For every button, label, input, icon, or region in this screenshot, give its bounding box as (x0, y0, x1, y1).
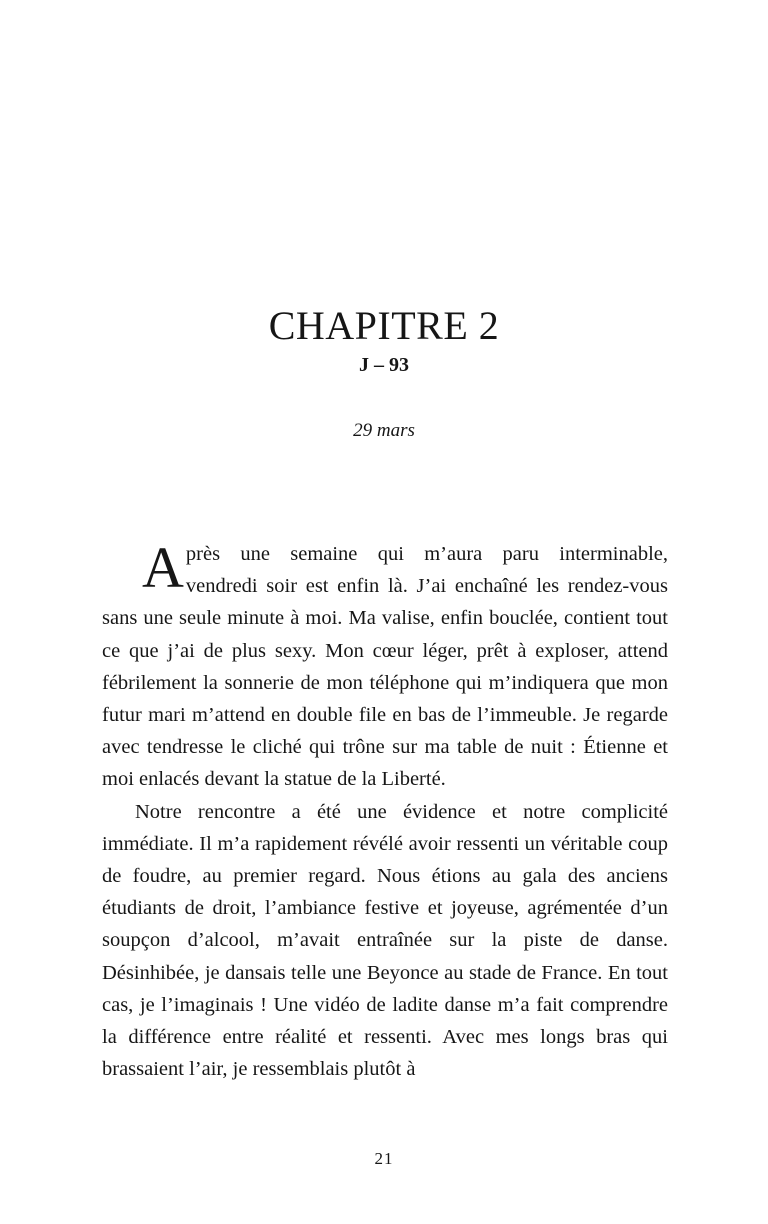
chapter-date: 29 mars (353, 420, 415, 441)
chapter-countdown: J – 93 (359, 354, 409, 376)
chapter-title: CHAPITRE 2 (268, 303, 500, 348)
paragraph-1-first-line: près une semaine qui m’aura paru interminable, (185, 543, 668, 565)
paragraph-2: Notre rencontre a été une évidence et notre complicité immédiate. Il m’a rapidement révélé avoir ressenti un véritable coup de foudre, au premier regard. Nous étions au gala des anciens étudiants de droit, l’ambiance festive et joyeuse, agrémentée d’un soupçon d’alcool, m’avait entraînée sur la piste de danse. Désinhibée, je dansais telle une Beyonce au stade de France. En tout cas, je l’imaginais ! Une vidéo de ladite danse m’a fait comprendre la différence entre réalité et ressenti. Avec mes longs bras qui brassaient l’air, je ressemblais plutôt à (102, 800, 668, 1081)
body-text (102, 535, 668, 1085)
drop-cap: A (142, 535, 184, 600)
paragraph-1-text: vendredi soir est enfin là. J’ai enchaîné les rendez-vous sans une seule minute à moi. Ma valise, enfin bouclée, contient tout ce que j’ai de plus sexy. Mon cœur léger, prêt à exploser, attend fébrilement la sonnerie de mon téléphone qui m’indiquera que mon futur mari m’attend en double file en bas de l’immeuble. Je regarde avec tendresse le cliché qui trône sur ma table de nuit : Étienne et moi enlacés devant la statue de la Liberté. (102, 575, 668, 791)
paragraph-1 (102, 535, 668, 796)
page-number: 21 (374, 1149, 394, 1168)
